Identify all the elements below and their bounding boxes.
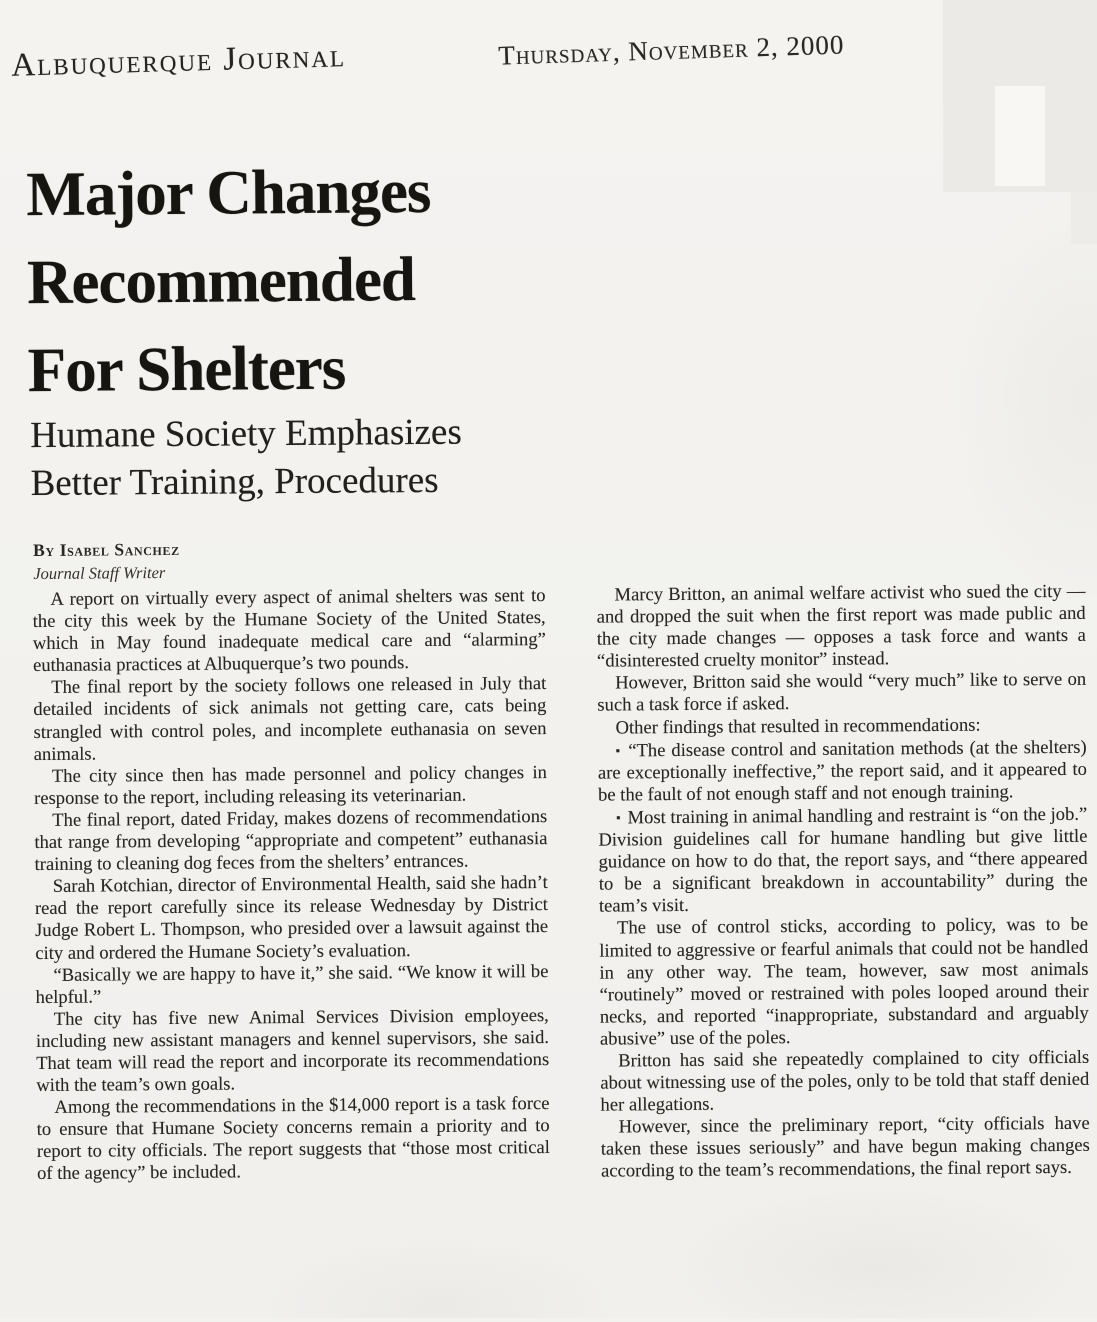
article-paragraph: The city since then has made personnel and policy changes in response to the report, including releasing its veterinarian.	[33, 761, 547, 809]
headline	[26, 147, 432, 414]
subhead-line: Better Training, Procedures	[30, 459, 439, 505]
article-paragraph: Sarah Kotchian, director of Environmental Health, said she hadn’t read the report carefully since its release Wednesday by District Judge Robert L. Thompson, who presided over a lawsuit against the city and ordered the Humane Society’s evaluation.	[34, 872, 549, 964]
article-paragraph: The city has five new Animal Services Division employees, including new assistant managers and kennel supervisors, she said. That team will read the report and incorporate its recommendations with the team’s own goals.	[35, 1004, 550, 1097]
article-paragraph: Other findings that resulted in recommendations:	[615, 714, 981, 739]
headline-line: Major Changes	[26, 155, 431, 230]
article-paragraph: Britton has said she repeatedly complained to city officials about witnessing use of the poles, only to be told that staff denied her allegations.	[600, 1046, 1090, 1116]
subhead-line: Humane Society Emphasizes	[30, 411, 462, 457]
article-paragraph: The use of control sticks, according to policy, was to be limited to aggressive or fearful animals that could not be handled in any other way. The team, however, saw most animals “routinely” moved or restrained with poles looped around their necks, and reported “inappropriate, substandard and arguably abusive” use of the poles.	[599, 914, 1089, 1050]
bullet-square-icon: ▪	[616, 810, 621, 825]
byline-author: By Isabel Sanchez	[33, 538, 180, 561]
article-paragraph: The final report, dated Friday, makes dozens of recommendations that range from developing “appropriate and competent” euthanasia training to cleaning dog feces from the shelters’ entrances.	[34, 805, 548, 876]
article-paragraph: However, since the preliminary report, “city officials have taken these issues seriously” and have begun making changes according to the team’s recommendations, the final report says.	[600, 1113, 1090, 1183]
article-column-right	[596, 581, 1090, 1183]
headline-line: Recommended	[26, 244, 416, 318]
bullet-text: Most training in animal handling and restraint is “on the job.” Division guidelines call for humane handling but give little guidance on how to do that, the report says, and “there appeared to be a significant breakdown in accountability” during the team’s visit.	[598, 803, 1088, 917]
article-bullet-paragraph	[598, 735, 1088, 806]
article-paragraph: A report on virtually every aspect of animal shelters was sent to the city this week by the Humane Society of the United States, which in May found inadequate medical care and “alarming” euthanasia practices at Albuquerque’s two pounds.	[32, 585, 546, 677]
dateline: Thursday, November 2, 2000	[497, 29, 845, 71]
subhead	[30, 409, 462, 508]
byline-role: Journal Staff Writer	[33, 563, 166, 584]
article-column-left	[32, 585, 550, 1186]
article-bullet-paragraph	[598, 803, 1088, 918]
article-paragraph: Marcy Britton, an animal welfare activist who sued the city — and dropped the suit when the first report was made public and the city made changes — opposes a task force and wants a “disinterested cruelty monitor” instead.	[596, 580, 1086, 672]
article-paragraph: However, Britton said she would “very much” like to serve on such a task force if asked.	[597, 669, 1087, 717]
article-paragraph: Among the recommendations in the $14,000 report is a task force to ensure that Humane Society concerns remain a priority and to report to city officials. The report suggests that “those most critical of the agency” be included.	[36, 1093, 550, 1185]
article-paragraph: “Basically we are happy to have it,” she said. “We know it will be helpful.”	[35, 960, 549, 1008]
headline-line: For Shelters	[27, 332, 346, 406]
masthead: Albuquerque Journal	[10, 38, 347, 84]
bullet-square-icon: ▪	[615, 743, 622, 758]
article-paragraph: The final report by the society follows one released in July that detailed incidents of sick animals not getting care, cats being strangled with control poles, and incomplete euthanasia on seven animals.	[33, 673, 547, 765]
bullet-text: “The disease control and sanitation methods (at the shelters) are exceptionally ineffective,” the report said, and it appeared to be the fault of not enough staff and not enough training.	[597, 736, 1087, 806]
